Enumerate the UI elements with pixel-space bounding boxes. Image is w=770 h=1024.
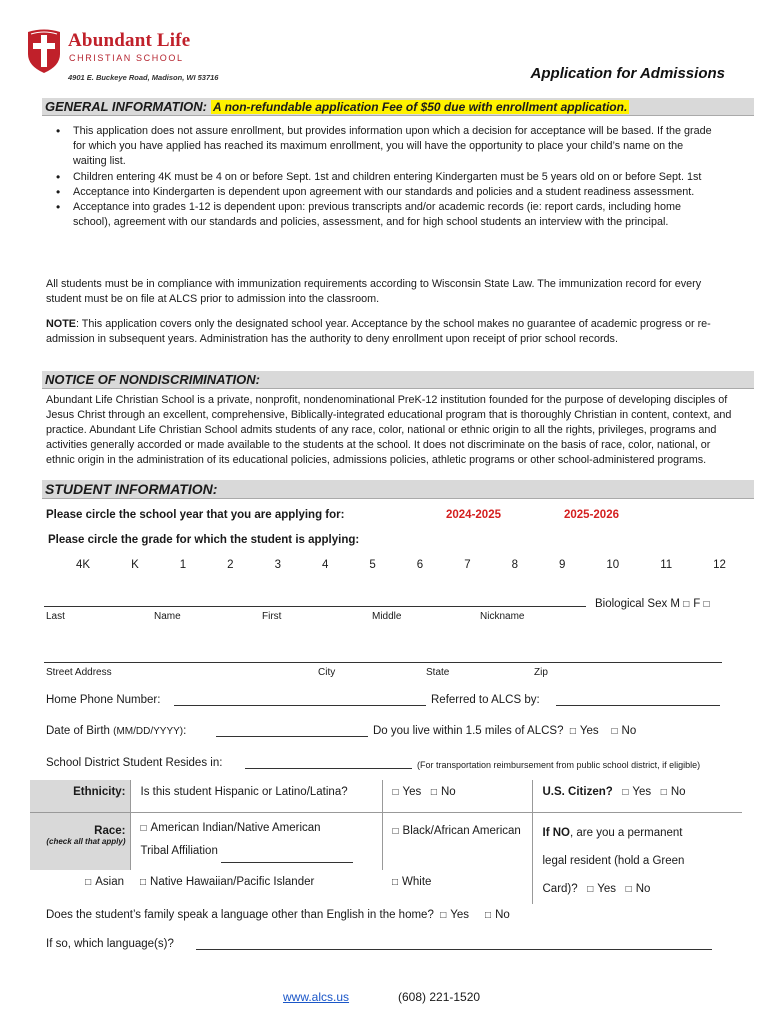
race-label-cell — [30, 812, 130, 870]
year-option-2025[interactable]: 2025-2026 — [564, 509, 619, 521]
language-row — [46, 909, 510, 921]
resident-yes-checkbox[interactable]: □ — [587, 883, 594, 895]
sex-m-checkbox[interactable]: □ — [683, 599, 690, 610]
list-item: • Acceptance into grades 1-12 is dependent upon: previous transcripts and/or academic records (ie: report cards, including home school), agreement with our standards and policies, assessment, and for high school students an interview with the principal. — [56, 200, 716, 230]
hispanic-yes-checkbox[interactable]: □ — [392, 787, 399, 798]
student-name-field[interactable] — [44, 606, 586, 607]
label-city: City — [318, 667, 336, 678]
grade-option[interactable]: 1 — [179, 559, 187, 571]
label-last: Last — [46, 611, 65, 622]
biological-sex — [595, 598, 714, 610]
note-paragraph — [46, 317, 726, 347]
grade-option[interactable]: 4K — [76, 559, 91, 571]
note-text: : This application covers only the designated school year. Acceptance by the school makes no guarantee of academic progress or re-admission in subsequent years. Administration has the authority to deny enrollment upon receipt of prior school records. — [46, 318, 711, 345]
sex-f-checkbox[interactable]: □ — [703, 599, 710, 610]
year-prompt: Please circle the school year that you are applying for: — [46, 509, 345, 521]
race-note: (check all that apply) — [46, 836, 126, 846]
label-street: Street Address — [46, 667, 112, 678]
resident-no-label: No — [635, 882, 651, 895]
resident-q2: legal resident (hold a Green — [542, 854, 685, 867]
black-checkbox[interactable]: □ — [392, 825, 399, 837]
hawaiian-checkbox[interactable]: □ — [140, 877, 147, 888]
within-miles-label: Do you live within 1.5 miles of ALCS? — [373, 725, 564, 737]
white-cell — [382, 870, 532, 904]
grade-option[interactable]: 5 — [369, 559, 376, 571]
general-info-header — [42, 98, 754, 116]
referred-field[interactable] — [556, 705, 720, 706]
asian-checkbox[interactable]: □ — [85, 877, 92, 888]
label-zip: Zip — [534, 667, 548, 678]
ethnicity-label: Ethnicity: — [30, 780, 130, 812]
miles-no-label: No — [621, 725, 637, 737]
grade-options — [76, 559, 726, 571]
citizen-label: U.S. Citizen? — [542, 786, 613, 798]
language-question: Does the student’s family speak a language other than English in the home? — [46, 909, 434, 921]
school-logo-icon — [26, 28, 62, 74]
district-note: (For transportation reimbursement from public school district, if eligible) — [417, 760, 701, 770]
website-link[interactable]: www.alcs.us — [283, 990, 350, 1004]
within-miles-row — [373, 725, 636, 737]
bio-f-label: F — [693, 598, 701, 610]
language-yes-checkbox[interactable]: □ — [440, 910, 447, 921]
american-indian-label: American Indian/Native American — [150, 821, 321, 834]
hispanic-no-checkbox[interactable]: □ — [430, 787, 437, 798]
general-info-list — [56, 124, 716, 230]
race-label: Race: — [94, 824, 126, 837]
if-no-label: If NO — [542, 826, 570, 839]
citizen-no-label: No — [670, 786, 686, 798]
resident-cell — [532, 812, 742, 904]
year-option-2024[interactable]: 2024-2025 — [446, 509, 501, 521]
asian-label: Asian — [95, 876, 124, 888]
brand-name: Abundant Life — [68, 30, 191, 51]
miles-yes-label: Yes — [579, 725, 599, 737]
nondiscrimination-text: Abundant Life Christian School is a private, nonprofit, nondenominational PreK-12 institution founded for the purpose of developing disciples of Jesus Christ through an excellent, comprehensive, Biblically-integrated educational program that is thoroughly Christian in content, context, and practice. Abundant Life Christian School admits students of any race, color, national or ethnic origin to all the rights, privileges, programs and activities generally accorded or made available to the students at the school. It does not discriminate on the basis of race, color, national, or ethnic origin in the administration of its educational policies, admissions policies, athletic programs or other school-administered programs. — [46, 394, 732, 466]
note-label: NOTE — [46, 318, 76, 330]
brand-subtitle: CHRISTIAN SCHOOL — [69, 53, 184, 63]
grade-option[interactable]: 7 — [464, 559, 471, 571]
document-title: Application for Admissions — [530, 65, 725, 82]
citizen-cell — [532, 780, 742, 812]
grade-option[interactable]: 8 — [511, 559, 518, 571]
hawaiian-cell — [130, 870, 382, 904]
american-indian-checkbox[interactable]: □ — [140, 822, 147, 834]
district-field[interactable] — [245, 768, 412, 769]
home-phone-label: Home Phone Number: — [46, 694, 161, 706]
language-no-checkbox[interactable]: □ — [485, 910, 492, 921]
label-middle: Middle — [372, 611, 402, 622]
tribal-label: Tribal Affiliation — [140, 844, 218, 857]
grade-option[interactable]: 4 — [321, 559, 329, 571]
nondiscrimination-title: NOTICE OF NONDISCRIMINATION: — [45, 372, 260, 387]
citizen-yes-checkbox[interactable]: □ — [622, 787, 629, 798]
which-language-field[interactable] — [196, 949, 712, 950]
grade-option[interactable]: 9 — [559, 559, 566, 571]
miles-no-checkbox[interactable]: □ — [611, 726, 618, 737]
list-item: • Acceptance into Kindergarten is dependent upon agreement with our standards and policies and a student readiness assessment. — [56, 185, 716, 200]
grade-option[interactable]: 6 — [416, 559, 424, 571]
grade-option[interactable]: 12 — [713, 559, 726, 571]
hispanic-question: Is this student Hispanic or Latino/Latina? — [130, 780, 382, 812]
label-first: First — [262, 611, 282, 622]
fee-note: A non-refundable application Fee of $50 due with enrollment application. — [213, 100, 628, 114]
black-label: Black/African American — [402, 824, 521, 837]
label-name: Name — [154, 611, 181, 622]
label-state: State — [426, 667, 450, 678]
student-info-title: STUDENT INFORMATION: — [45, 481, 218, 497]
race-col-2 — [382, 812, 532, 870]
dob-row: Date of Birth (MM/DD/YYYY): — [46, 725, 187, 737]
citizen-yes-label: Yes — [632, 786, 652, 798]
grade-option[interactable]: K — [131, 559, 139, 571]
resident-no-checkbox[interactable]: □ — [625, 883, 632, 895]
which-language-label: If so, which language(s)? — [46, 938, 174, 950]
immunization-text: All students must be in compliance with immunization requirements according to Wisconsin State Law. The immunization record for every student must be on file at ALCS prior to admission into the classroom. — [46, 278, 702, 305]
hawaiian-label: Native Hawaiian/Pacific Islander — [150, 876, 315, 888]
school-address: 4901 E. Buckeye Road, Madison, WI 53716 — [68, 73, 219, 82]
ethnicity-race-table — [30, 780, 742, 904]
grade-prompt: Please circle the grade for which the student is applying: — [48, 534, 360, 546]
hispanic-options — [382, 780, 532, 812]
district-label: School District Student Resides in: — [46, 757, 223, 769]
dob-field[interactable] — [216, 736, 368, 737]
resident-q3: Card)? — [542, 882, 578, 895]
grade-option[interactable]: 2 — [227, 559, 234, 571]
asian-cell — [30, 870, 130, 904]
label-nickname: Nickname — [480, 611, 525, 622]
hispanic-no-label: No — [440, 786, 456, 798]
resident-q1: , are you a permanent — [569, 826, 683, 839]
student-info-header — [42, 480, 754, 499]
referred-label: Referred to ALCS by: — [431, 694, 540, 706]
grade-option[interactable]: 11 — [660, 559, 673, 571]
grade-option[interactable]: 10 — [606, 559, 620, 571]
grade-option[interactable]: 3 — [274, 559, 281, 571]
dob-label: Date of Birth — [46, 725, 110, 737]
hispanic-yes-label: Yes — [402, 786, 422, 798]
home-phone-field[interactable] — [174, 705, 426, 706]
miles-yes-checkbox[interactable]: □ — [569, 726, 576, 737]
footer-phone: (608) 221-1520 — [398, 990, 481, 1004]
citizen-no-checkbox[interactable]: □ — [660, 787, 667, 798]
list-item: • Children entering 4K must be 4 on or before Sept. 1st and children entering Kindergarten must be 5 years old on or before Sept. 1st — [56, 170, 716, 185]
dob-format: (MM/DD/YYYY) — [113, 726, 184, 737]
general-info-title: GENERAL INFORMATION: — [45, 99, 208, 114]
nondiscrimination-header — [42, 371, 754, 389]
resident-yes-label: Yes — [597, 882, 617, 895]
bio-sex-label: Biological Sex M — [595, 598, 681, 610]
tribal-field[interactable] — [221, 840, 353, 863]
list-item: • This application does not assure enrollment, but provides information upon which a decision for acceptance will be based. If the grade for which you have applied has reached its maximum enrollment, you will have the opportunity to place your child’s name on the waiting list. — [56, 124, 716, 170]
language-yes-label: Yes — [450, 909, 470, 921]
race-col-1 — [130, 812, 382, 870]
white-checkbox[interactable]: □ — [392, 877, 399, 888]
white-label: White — [402, 876, 432, 888]
street-address-field[interactable] — [44, 662, 722, 663]
language-no-label: No — [495, 909, 510, 921]
